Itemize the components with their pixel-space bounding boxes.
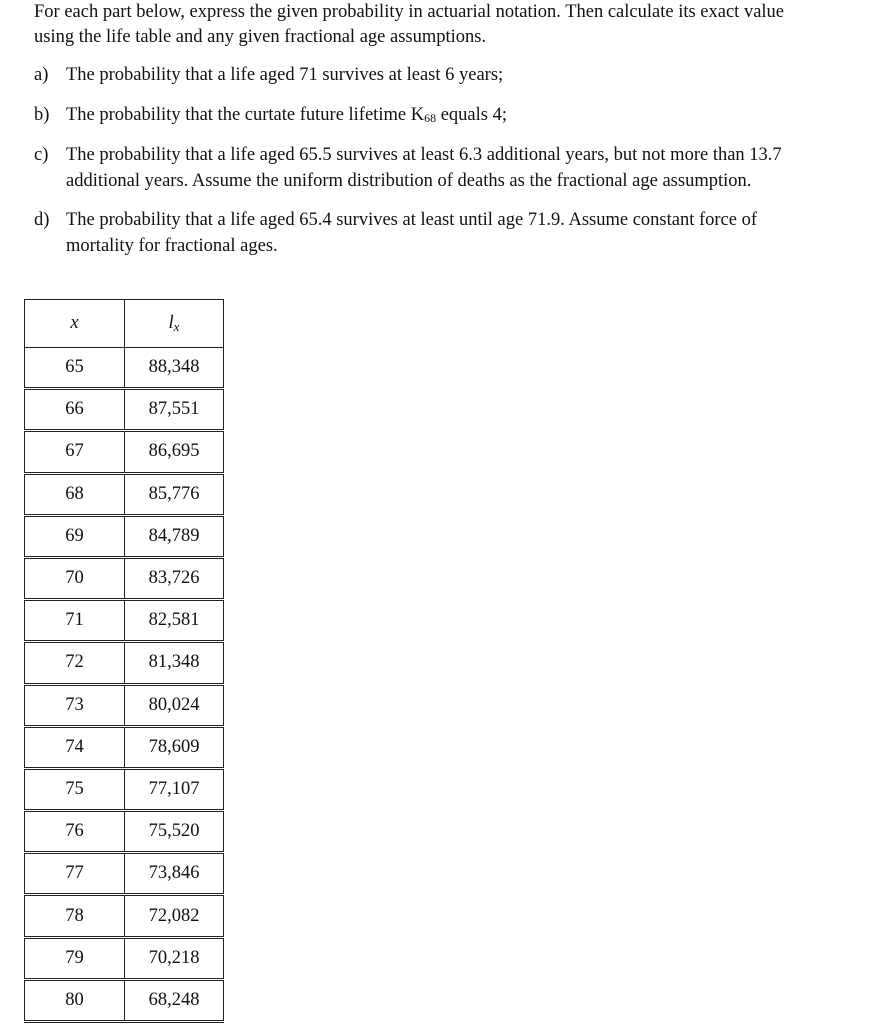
header-lx: lx <box>125 300 224 348</box>
table-row <box>25 684 224 726</box>
age-cell: 68 <box>25 473 125 515</box>
table-row <box>25 979 224 1021</box>
part-d-line-1: The probability that a life aged 65.4 survives at least until age 71.9. Assume constant force of <box>66 210 757 230</box>
lx-cell: 85,776 <box>125 473 224 515</box>
age-cell: 65 <box>25 348 125 389</box>
table-row <box>25 642 224 684</box>
header-x: x <box>25 300 125 348</box>
age-cell: 77 <box>25 853 125 895</box>
age-cell: 72 <box>25 642 125 684</box>
lx-cell: 88,348 <box>125 348 224 389</box>
table-row <box>25 768 224 810</box>
part-c-text <box>66 142 881 194</box>
age-cell: 78 <box>25 895 125 937</box>
lx-cell: 86,695 <box>125 431 224 473</box>
age-cell: 67 <box>25 431 125 473</box>
age-cell: 69 <box>25 515 125 557</box>
table-row <box>25 515 224 557</box>
table-row <box>25 389 224 431</box>
lx-cell: 78,609 <box>125 726 224 768</box>
part-c-line-2: additional years. Assume the uniform distribution of deaths as the fractional age assumption. <box>66 171 752 191</box>
part-b-text-after: equals 4; <box>436 105 507 125</box>
table-body <box>25 348 224 1022</box>
life-table <box>24 299 224 1023</box>
part-a-letter: a) <box>34 65 49 85</box>
table-row <box>25 431 224 473</box>
age-cell: 79 <box>25 937 125 979</box>
part-c-line-1: The probability that a life aged 65.5 survives at least 6.3 additional years, but not more than 13.7 <box>66 145 782 165</box>
lx-cell: 75,520 <box>125 811 224 853</box>
part-c-letter: c) <box>34 145 49 165</box>
age-cell: 71 <box>25 600 125 642</box>
lx-cell: 77,107 <box>125 768 224 810</box>
table-row <box>25 348 224 389</box>
table-row <box>25 600 224 642</box>
age-cell: 75 <box>25 768 125 810</box>
instructions-paragraph <box>34 0 884 50</box>
lx-cell: 81,348 <box>125 642 224 684</box>
part-d-line-2: mortality for fractional ages. <box>66 236 278 256</box>
part-b-letter: b) <box>34 105 50 125</box>
part-b-subscript: 68 <box>424 111 437 125</box>
part-b-text-before: The probability that the curtate future lifetime K <box>66 105 425 125</box>
table-row <box>25 557 224 599</box>
lx-cell: 70,218 <box>125 937 224 979</box>
lx-cell: 83,726 <box>125 557 224 599</box>
age-cell: 70 <box>25 557 125 599</box>
table-header-row <box>25 300 224 348</box>
table-row <box>25 811 224 853</box>
lx-cell: 73,846 <box>125 853 224 895</box>
lx-cell: 72,082 <box>125 895 224 937</box>
lx-cell: 84,789 <box>125 515 224 557</box>
table-row <box>25 937 224 979</box>
instructions-line-2: using the life table and any given fractional age assumptions. <box>34 27 487 47</box>
age-cell: 80 <box>25 979 125 1021</box>
age-cell: 76 <box>25 811 125 853</box>
table-row <box>25 853 224 895</box>
table-row <box>25 473 224 515</box>
lx-cell: 87,551 <box>125 389 224 431</box>
age-cell: 74 <box>25 726 125 768</box>
part-d-text <box>66 207 881 259</box>
part-a-text: The probability that a life aged 71 survives at least 6 years; <box>66 65 504 85</box>
lx-cell: 80,024 <box>125 684 224 726</box>
age-cell: 66 <box>25 389 125 431</box>
lx-cell: 82,581 <box>125 600 224 642</box>
part-b-text <box>66 102 881 131</box>
table-row <box>25 895 224 937</box>
lx-cell: 68,248 <box>125 979 224 1021</box>
instructions-line-1: For each part below, express the given probability in actuarial notation. Then calculate its exact value <box>34 2 785 22</box>
age-cell: 73 <box>25 684 125 726</box>
part-d-letter: d) <box>34 210 50 230</box>
table-row <box>25 726 224 768</box>
